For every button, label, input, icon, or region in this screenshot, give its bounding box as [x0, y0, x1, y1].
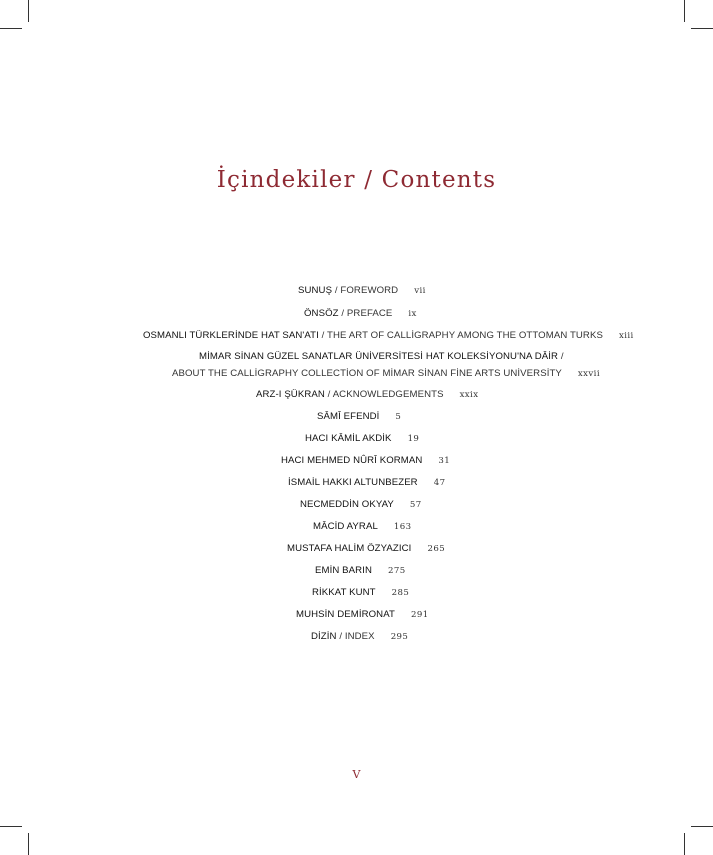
toc-entry[interactable]: [0, 368, 713, 384]
toc-entry-page-number: 275: [387, 566, 406, 576]
toc-entry-content: [256, 389, 478, 400]
toc-entry-title-tr: SUNUŞ: [298, 285, 333, 296]
page-title: [0, 167, 713, 193]
toc-entry-page-number: 295: [390, 632, 409, 642]
toc-entry-page-number: 285: [391, 588, 410, 598]
toc-entry[interactable]: [0, 389, 713, 405]
toc-entry[interactable]: [0, 477, 713, 493]
crop-mark-bottom-left-h: [0, 826, 22, 827]
toc-entry-title-en: ABOUT THE CALLİGRAPHY COLLECTİON OF MİMAR SİNAN FİNE ARTS UNİVERSİTY: [172, 368, 562, 379]
toc-entry[interactable]: [0, 543, 713, 559]
toc-entry-title-tr: OSMANLI TÜRKLERİNDE HAT SAN'ATI: [143, 330, 319, 341]
toc-entry[interactable]: [0, 609, 713, 625]
page-title-separator: /: [364, 167, 374, 193]
toc-entry-separator: /: [332, 285, 341, 296]
toc-entry-content: [317, 411, 401, 422]
toc-entry-content: [300, 499, 422, 510]
toc-entry-title-tr: İSMAİL HAKKI ALTUNBEZER: [288, 477, 418, 488]
toc-entry[interactable]: [0, 285, 713, 301]
toc-entry-page-number: 47: [433, 478, 446, 488]
toc-entry[interactable]: [0, 351, 713, 367]
toc-entry-page-number: xxix: [459, 390, 479, 400]
toc-entry-content: [312, 587, 409, 598]
crop-mark-top-left: [28, 0, 29, 22]
toc-entry-separator: /: [324, 389, 333, 400]
page-title-tr: İçindekiler: [216, 167, 356, 193]
crop-mark-top-left-h: [0, 28, 22, 29]
toc-entry-content: [304, 308, 417, 319]
toc-entry-page-number: xiii: [618, 331, 634, 341]
toc-entry[interactable]: [0, 330, 713, 346]
toc-entry-content: [199, 351, 564, 362]
toc-entry-content: [288, 477, 445, 488]
toc-entry-title-tr: HACI MEHMED NÛRÎ KORMAN: [281, 455, 423, 466]
crop-mark-bottom-right: [684, 833, 685, 855]
toc-entry-title-en: PREFACE: [346, 308, 393, 319]
toc-entry-title-en: ACKNOWLEDGEMENTS: [332, 389, 444, 400]
toc-entry-title-tr: EMİN BARIN: [315, 565, 372, 576]
toc-entry-page-number: xxvii: [577, 369, 600, 379]
toc-entry-title-tr: MİMAR SİNAN GÜZEL SANATLAR ÜNİVERSİTESİ HAT KOLEKSİYONU'NA DÂİR: [199, 351, 559, 362]
toc-entry-content: [281, 455, 450, 466]
toc-entry[interactable]: [0, 308, 713, 324]
toc-entry-separator: /: [338, 308, 347, 319]
toc-entry-content: [172, 368, 600, 379]
page-title-en: Contents: [381, 167, 497, 193]
toc-entry[interactable]: [0, 499, 713, 515]
toc-entry-page-number: 57: [409, 500, 422, 510]
crop-mark-bottom-right-h: [691, 826, 713, 827]
toc-entry-title-en: INDEX: [344, 631, 375, 642]
toc-entry[interactable]: [0, 433, 713, 449]
toc-entry-title-tr: HACI KÂMİL AKDİK: [305, 433, 392, 444]
toc-entry-content: [287, 543, 445, 554]
toc-entry-title-tr: NECMEDDİN OKYAY: [300, 499, 394, 510]
toc-entry[interactable]: [0, 565, 713, 581]
toc-entry-page-number: 265: [427, 544, 446, 554]
toc-entry-page-number: ix: [408, 309, 417, 319]
toc-entry-page-number: 291: [410, 610, 429, 620]
toc-entry-page-number: 19: [407, 434, 420, 444]
toc-entry[interactable]: [0, 521, 713, 537]
crop-mark-top-right-h: [691, 28, 713, 29]
toc-entry-page-number: 163: [393, 522, 412, 532]
toc-entry-title-tr: ÖNSÖZ: [304, 308, 339, 319]
toc-entry-content: [305, 433, 419, 444]
toc-entry-separator: /: [558, 351, 564, 362]
toc-entry-content: [313, 521, 412, 532]
toc-entry-content: [315, 565, 406, 576]
toc-entry-separator: /: [318, 330, 328, 341]
crop-mark-bottom-left: [28, 833, 29, 855]
toc-entry-title-tr: MÂCİD AYRAL: [313, 521, 378, 532]
toc-entry-content: [298, 285, 426, 296]
toc-entry-title-tr: MUHSİN DEMİRONAT: [296, 609, 395, 620]
toc-entry-title-tr: SÂMÎ EFENDİ: [317, 411, 380, 422]
page-folio: V: [352, 768, 361, 781]
toc-entry-content: [143, 330, 634, 341]
toc-entry-page-number: 31: [438, 456, 451, 466]
toc-entry-content: [296, 609, 429, 620]
toc-entry-page-number: 5: [395, 412, 402, 422]
toc-entry-content: [311, 631, 408, 642]
crop-mark-top-right: [684, 0, 685, 22]
toc-entry-title-tr: DİZİN: [311, 631, 337, 642]
toc-entry-page-number: vii: [414, 286, 426, 296]
toc-entry[interactable]: [0, 411, 713, 427]
toc-entry-title-en: FOREWORD: [340, 285, 399, 296]
toc-entry[interactable]: [0, 455, 713, 471]
toc-entry-title-tr: MUSTAFA HALİM ÖZYAZICI: [287, 543, 412, 554]
toc-entry-title-en: THE ART OF CALLİGRAPHY AMONG THE OTTOMAN TURKS: [327, 330, 603, 341]
toc-entry[interactable]: [0, 587, 713, 603]
toc-entry-separator: /: [336, 631, 345, 642]
toc-entry-title-tr: RİKKAT KUNT: [312, 587, 376, 598]
toc-entry-title-tr: ARZ-I ŞÜKRAN: [256, 389, 325, 400]
toc-entry[interactable]: [0, 631, 713, 647]
